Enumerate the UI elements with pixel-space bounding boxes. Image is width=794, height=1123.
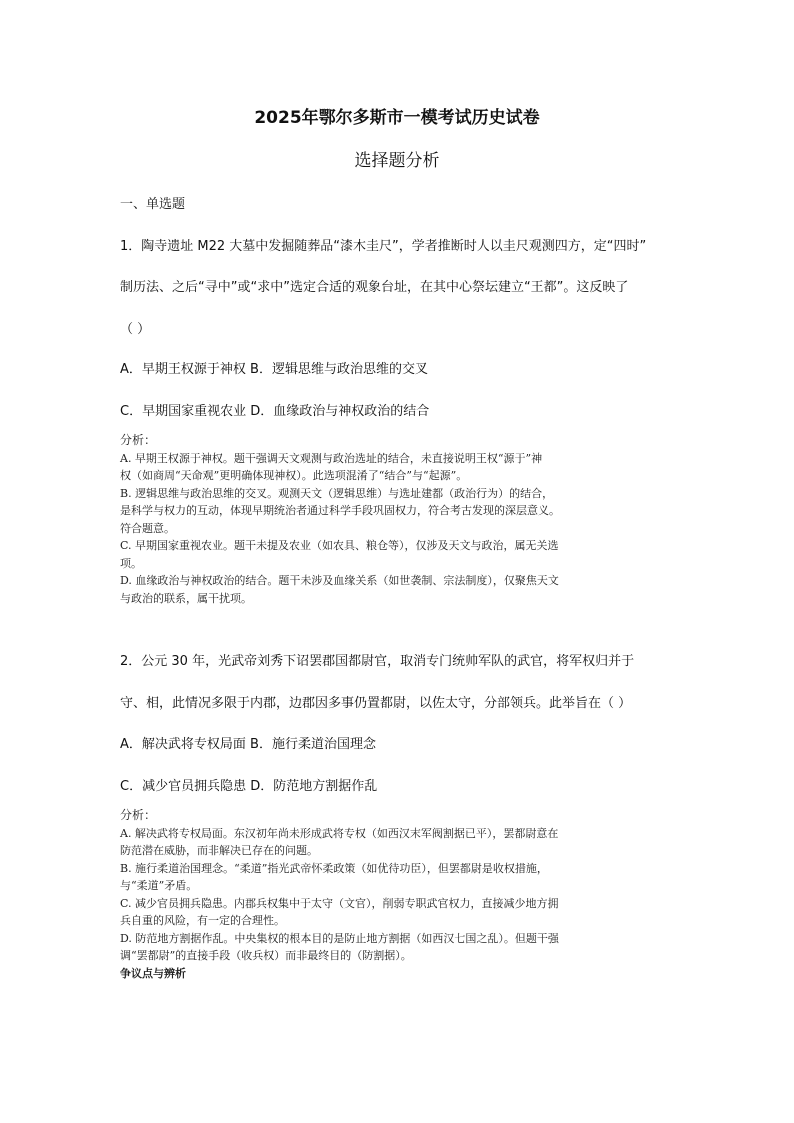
q2-analysis-line: 防范潜在威胁，而非解决已存在的问题。 <box>120 844 318 857</box>
q1-analysis-line: 项。 <box>120 556 142 570</box>
q2-analysis-line: 调“罢都尉”的直接手段（收兵权）而非最终目的（防割据）。 <box>120 949 412 962</box>
q2-stem-line-2: 守、相，此情况多限于内郡，边郡因多事仍置都尉，以佐太守，分部领兵。此举旨在（ ） <box>120 696 632 711</box>
q2-analysis-label: 分析： <box>120 808 157 822</box>
q2-analysis-line: B. 施行柔道治国理念。“柔道”指光武帝怀柔政策（如优待功臣），但罢都尉是收权措施， <box>120 861 548 875</box>
page-title: 2025年鄂尔多斯市一模考试历史试卷 <box>254 108 540 128</box>
q1-analysis <box>120 432 680 607</box>
q1-stem-line-3: （ ） <box>120 322 151 337</box>
q1-analysis-label: 分析： <box>120 433 157 447</box>
q2-analysis <box>120 807 680 982</box>
q2-analysis-line: D. 防范地方割据作乱。中央集权的根本目的是防止地方割据（如西汉七国之乱）。但题干强 <box>120 931 559 945</box>
q2-analysis-line: A. 解决武将专权局面。东汉初年尚未形成武将专权（如西汉末军阀割据已平），罢都尉意在 <box>120 826 559 840</box>
q1-analysis-line: D. 血缘政治与神权政治的结合。题干未涉及血缘关系（如世袭制、宗法制度），仅聚焦天文 <box>120 574 559 587</box>
q2-options-cd: C．减少官员拥兵隐患 D．防范地方割据作乱 <box>120 779 378 794</box>
q1-analysis-line: A. 早期王权源于神权。题干强调天文观测与政治选址的结合，未直接说明王权“源于”神 <box>120 451 543 465</box>
page-subtitle: 选择题分析 <box>354 151 440 171</box>
q1-options-ab: A．早期王权源于神权 B．逻辑思维与政治思维的交叉 <box>120 362 428 377</box>
section-heading: 一、单选题 <box>120 197 186 212</box>
q1-analysis-line: 是科学与权力的互动，体现早期统治者通过科学手段巩固权力，符合考古发现的深层意义。 <box>120 504 560 517</box>
controversy-heading: 争议点与辨析 <box>120 966 186 980</box>
q1-stem-line-1: 1．陶寺遗址 M22 大墓中发掘随葬品“漆木圭尺”，学者推断时人以圭尺观测四方，定“四时” <box>120 239 647 254</box>
q1-analysis-line: C. 早期国家重视农业。题干未提及农业（如农具、粮仓等），仅涉及天文与政治，属无关选 <box>120 539 559 552</box>
q1-analysis-line: 符合题意。 <box>120 521 175 535</box>
q1-stem-line-2: 制历法、之后“寻中”或“求中”选定合适的观象台址，在其中心祭坛建立“王都”。这反映了 <box>120 280 629 295</box>
q2-options-ab: A．解决武将专权局面 B．施行柔道治国理念 <box>120 737 376 752</box>
q2-analysis-line: 与“柔道”矛盾。 <box>120 879 198 892</box>
q2-analysis-line: 兵自重的风险，有一定的合理性。 <box>120 914 285 927</box>
q1-analysis-line: 权（如商周“天命观”更明确体现神权）。此选项混淆了“结合”与“起源”。 <box>120 469 468 482</box>
q1-analysis-line: 与政治的联系，属干扰项。 <box>120 591 252 605</box>
q1-analysis-line: B. 逻辑思维与政治思维的交叉。观测天文（逻辑思维）与选址建都（政治行为）的结合， <box>120 486 554 500</box>
q2-stem-line-1: 2．公元 30 年，光武帝刘秀下诏罢郡国都尉官，取消专门统帅军队的武官，将军权归并于 <box>120 654 635 669</box>
q1-options-cd: C．早期国家重视农业 D．血缘政治与神权政治的结合 <box>120 404 430 419</box>
q2-analysis-line: C. 减少官员拥兵隐患。内郡兵权集中于太守（文官），削弱专职武官权力，直接减少地方拥 <box>120 896 559 910</box>
